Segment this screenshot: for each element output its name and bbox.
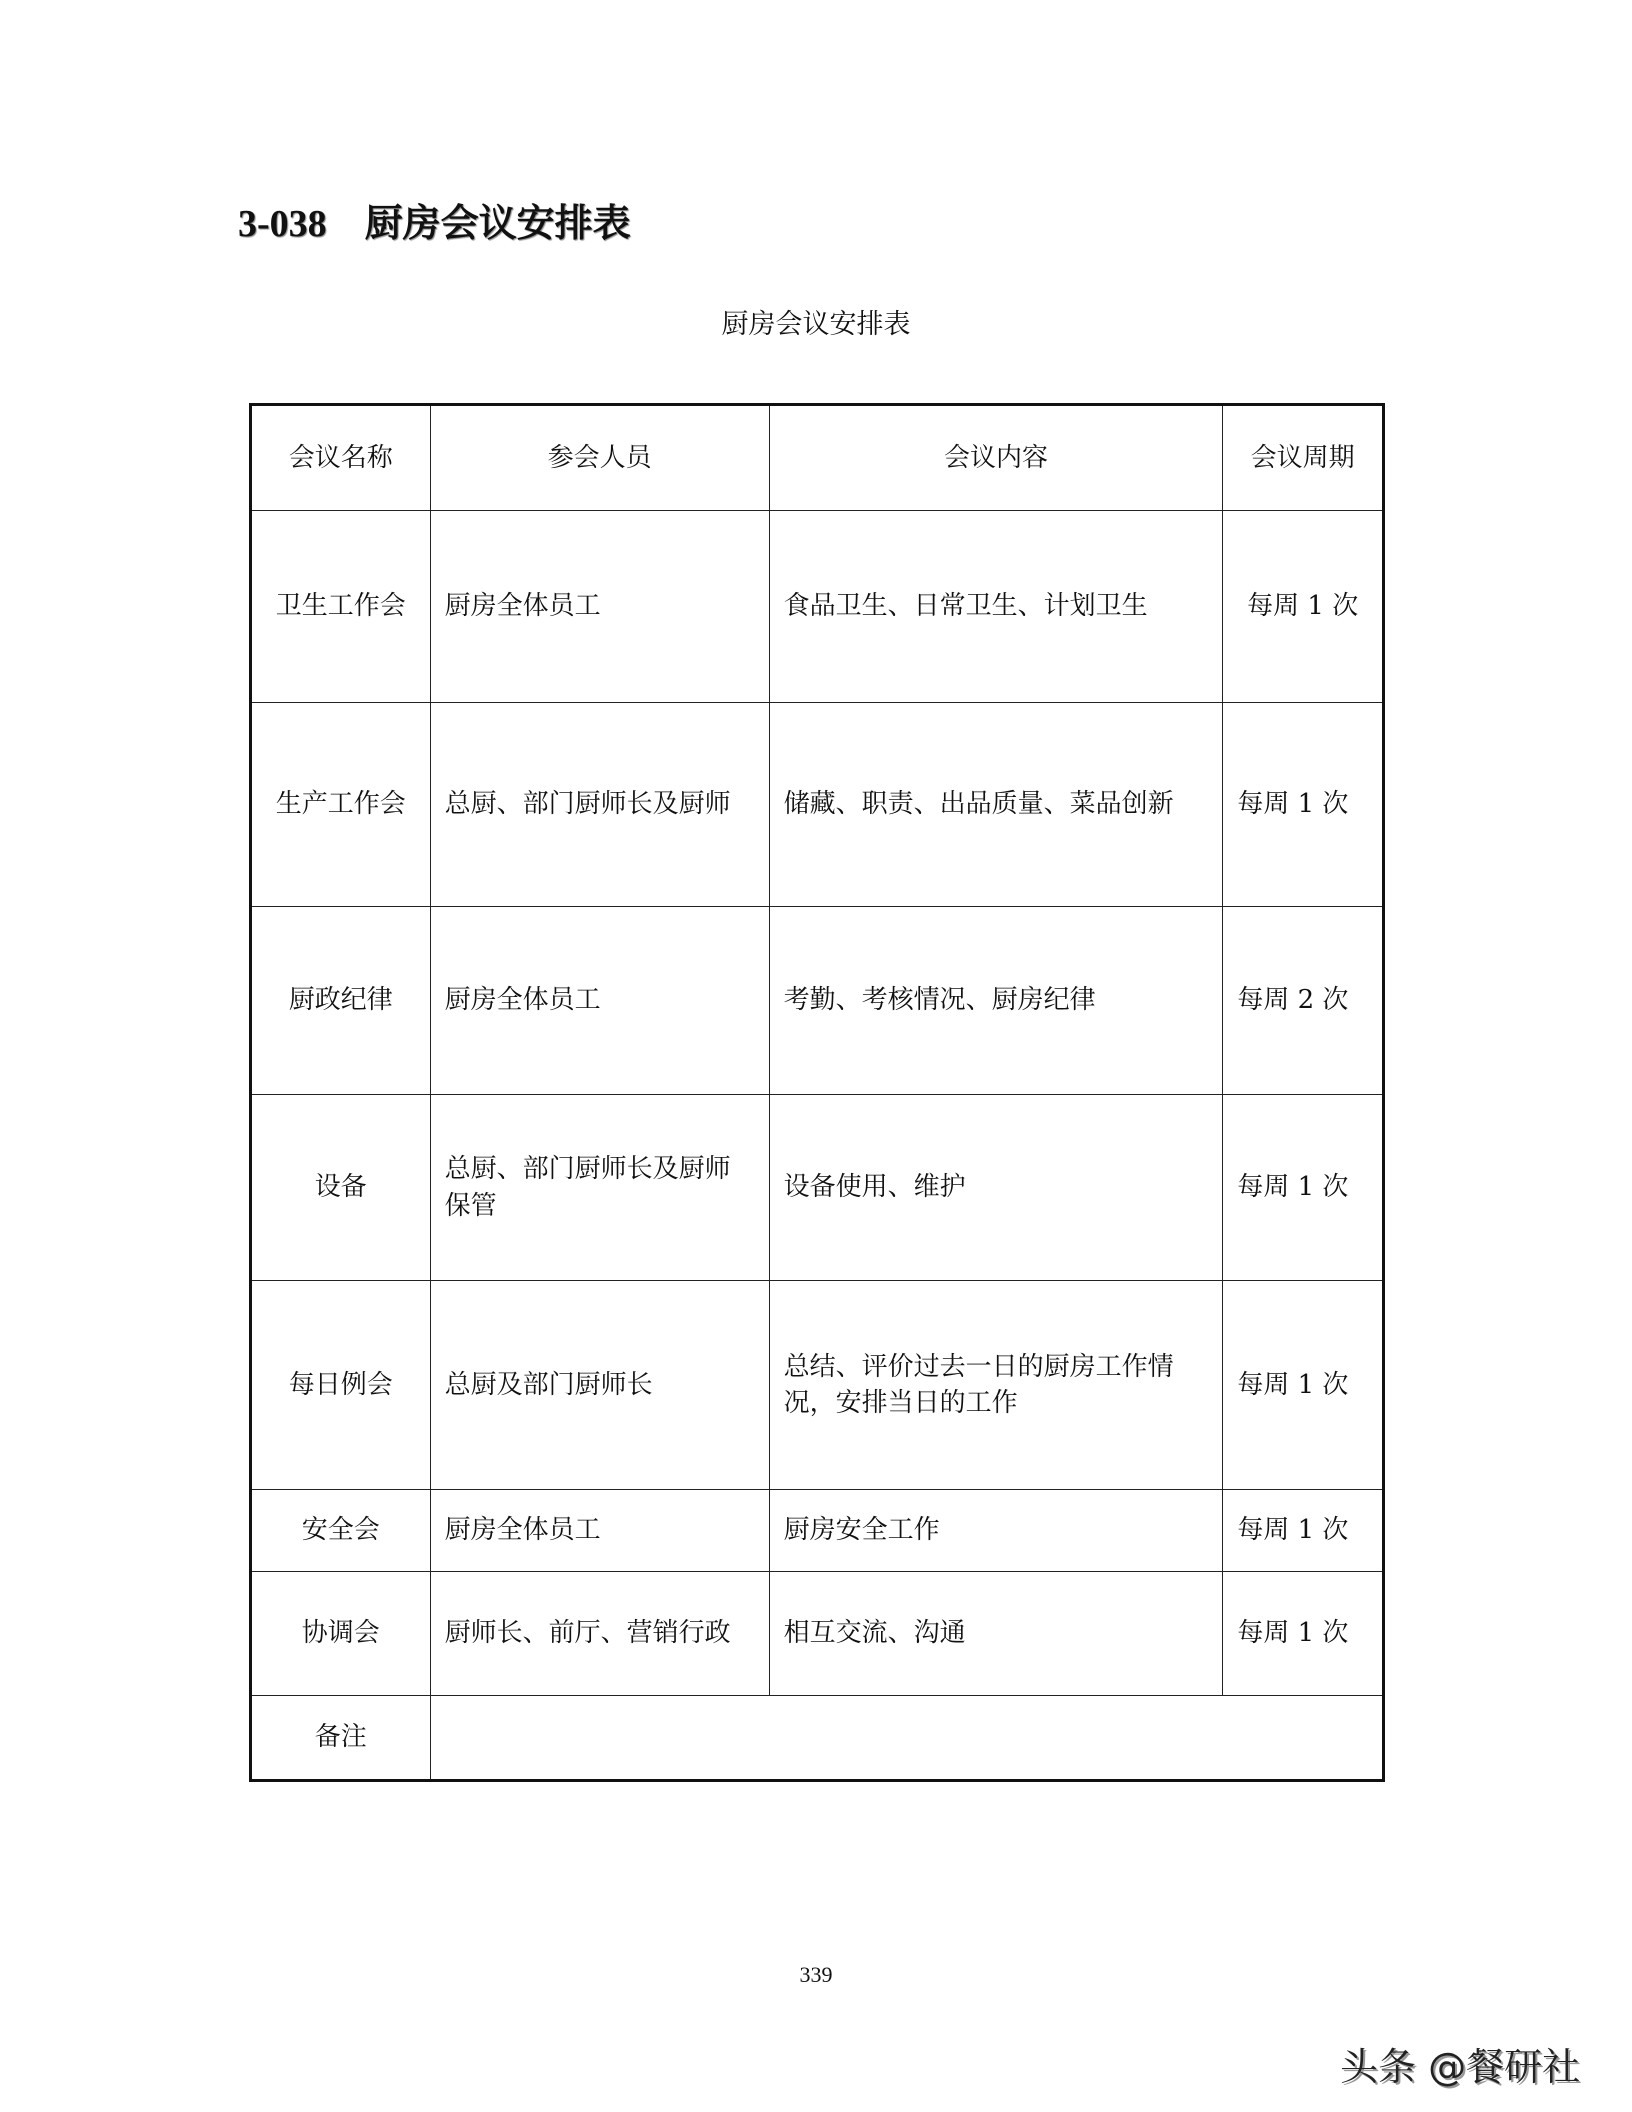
remarks-row — [251, 1696, 1384, 1781]
header-cell: 会议周期 — [1223, 405, 1384, 511]
remarks-value — [430, 1696, 1383, 1781]
page-number: 339 — [799, 1962, 833, 1987]
table-header-row — [251, 405, 1384, 511]
meeting-schedule-table — [249, 403, 1385, 1782]
header-cell: 参会人员 — [430, 405, 769, 511]
cell-frequency: 每周 1 次 — [1223, 1572, 1384, 1696]
cell-name: 安全会 — [251, 1490, 431, 1572]
cell-name: 设备 — [251, 1095, 431, 1281]
cell-frequency: 每周 2 次 — [1223, 907, 1384, 1095]
header-cell: 会议名称 — [251, 405, 431, 511]
table-row — [251, 1490, 1384, 1572]
cell-attendees: 厨房全体员工 — [430, 907, 769, 1095]
cell-attendees: 厨房全体员工 — [430, 1490, 769, 1572]
cell-frequency: 每周 1 次 — [1223, 1490, 1384, 1572]
cell-content: 相互交流、沟通 — [769, 1572, 1223, 1696]
cell-name: 生产工作会 — [251, 703, 431, 907]
cell-attendees: 总厨及部门厨师长 — [430, 1281, 769, 1490]
section-title: 厨房会议安排表 — [364, 203, 631, 245]
cell-content: 储藏、职责、出品质量、菜品创新 — [769, 703, 1223, 907]
cell-content: 设备使用、维护 — [769, 1095, 1223, 1281]
watermark: 头条 @餐研社 — [1340, 2045, 1581, 2089]
table-row — [251, 703, 1384, 907]
table-row — [251, 1281, 1384, 1490]
cell-content: 食品卫生、日常卫生、计划卫生 — [769, 511, 1223, 703]
cell-content: 总结、评价过去一日的厨房工作情况，安排当日的工作 — [769, 1281, 1223, 1490]
cell-attendees: 总厨、部门厨师长及厨师保管 — [430, 1095, 769, 1281]
table-row — [251, 511, 1384, 703]
cell-frequency: 每周 1 次 — [1223, 703, 1384, 907]
table-row — [251, 1572, 1384, 1696]
section-heading — [238, 192, 631, 247]
table-title: 厨房会议安排表 — [721, 309, 911, 340]
header-cell: 会议内容 — [769, 405, 1223, 511]
cell-name: 协调会 — [251, 1572, 431, 1696]
cell-name: 厨政纪律 — [251, 907, 431, 1095]
cell-content: 考勤、考核情况、厨房纪律 — [769, 907, 1223, 1095]
table-row — [251, 1095, 1384, 1281]
cell-frequency: 每周 1 次 — [1223, 1281, 1384, 1490]
cell-name: 卫生工作会 — [251, 511, 431, 703]
section-number: 3-038 — [238, 203, 327, 245]
cell-frequency: 每周 1 次 — [1223, 1095, 1384, 1281]
cell-attendees: 总厨、部门厨师长及厨师 — [430, 703, 769, 907]
cell-content: 厨房安全工作 — [769, 1490, 1223, 1572]
cell-name: 每日例会 — [251, 1281, 431, 1490]
remarks-label: 备注 — [251, 1696, 431, 1781]
cell-attendees: 厨师长、前厅、营销行政 — [430, 1572, 769, 1696]
cell-attendees: 厨房全体员工 — [430, 511, 769, 703]
table-row — [251, 907, 1384, 1095]
cell-frequency: 每周 1 次 — [1223, 511, 1384, 703]
